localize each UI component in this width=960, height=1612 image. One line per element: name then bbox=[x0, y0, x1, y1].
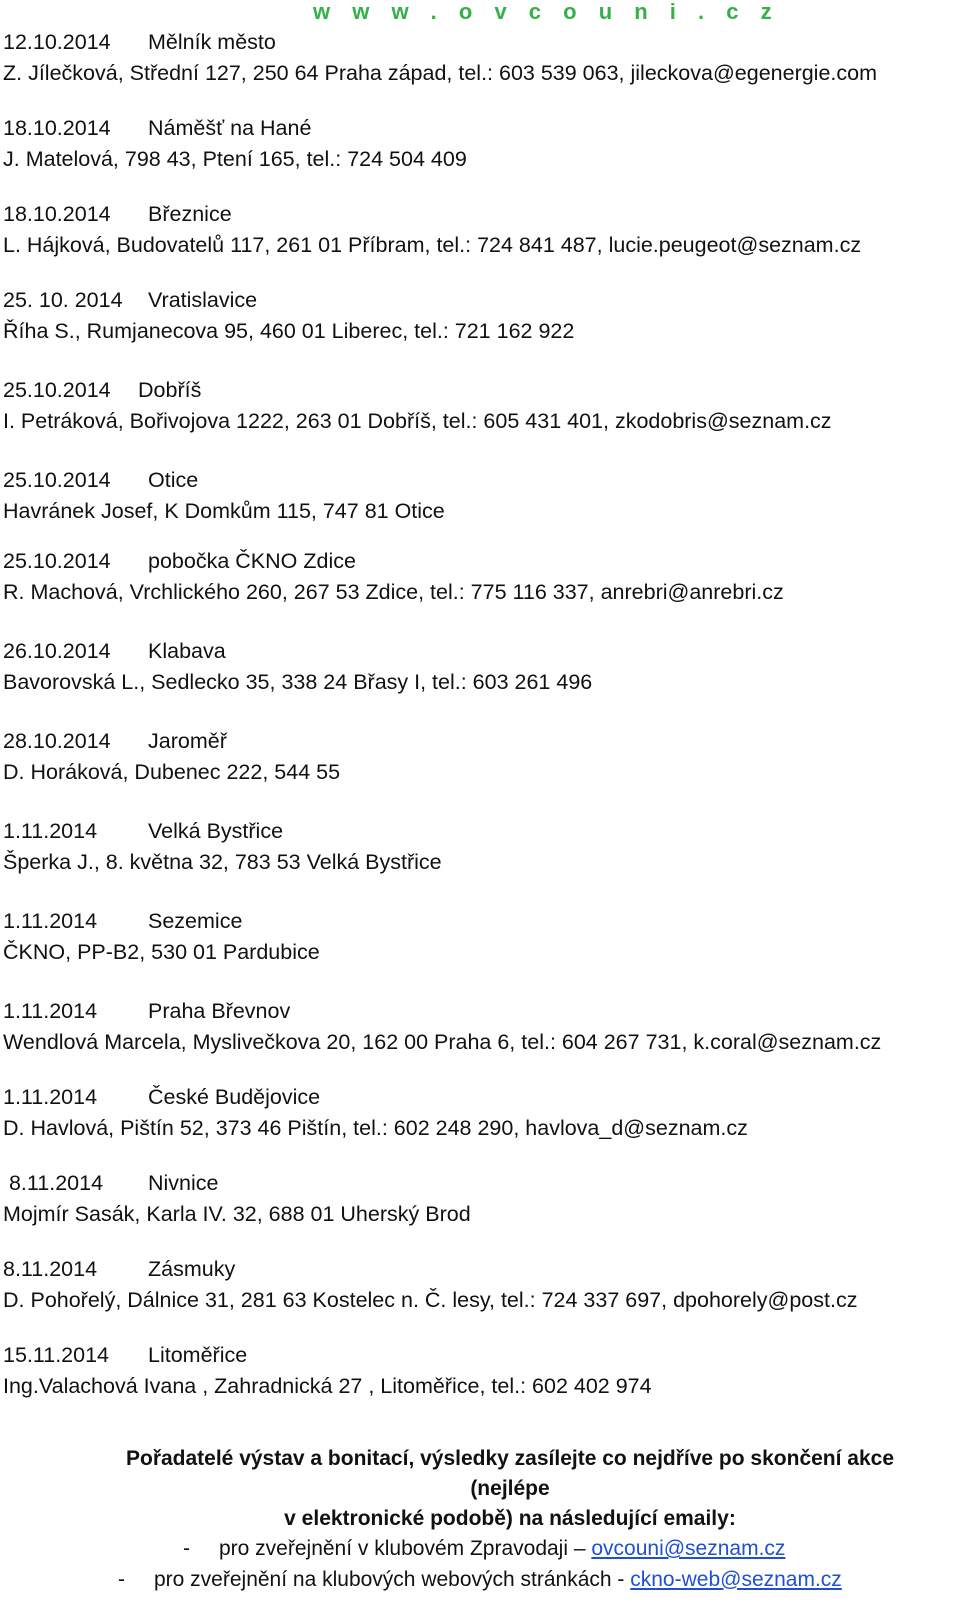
list-item bbox=[3, 285, 953, 347]
list-item bbox=[3, 546, 953, 608]
event-date: 25. 10. 2014 bbox=[3, 288, 123, 312]
event-contact: Bavorovská L., Sedlecko 35, 338 24 Břasy I, tel.: 603 261 496 bbox=[3, 670, 593, 694]
event-place: Jaroměř bbox=[148, 729, 227, 753]
notice-line: v elektronické podobě) na následující emaily: bbox=[284, 1507, 736, 1530]
event-contact: D. Havlová, Pištín 52, 373 46 Pištín, tel.: 602 248 290, havlova_d@seznam.cz bbox=[3, 1116, 748, 1140]
event-place: Nivnice bbox=[148, 1171, 219, 1195]
event-place: Zásmuky bbox=[148, 1257, 236, 1281]
event-contact: Ing.Valachová Ivana , Zahradnická 27 , Litoměřice, tel.: 602 402 974 bbox=[3, 1374, 652, 1398]
event-place: Litoměřice bbox=[148, 1343, 248, 1367]
event-place: Náměšť na Hané bbox=[148, 116, 312, 140]
event-contact: Mojmír Sasák, Karla IV. 32, 688 01 Uherský Brod bbox=[3, 1202, 471, 1226]
event-date: 15.11.2014 bbox=[3, 1343, 110, 1367]
event-place: České Budějovice bbox=[148, 1085, 321, 1109]
bullet-website bbox=[0, 1565, 960, 1596]
event-contact: I. Petráková, Bořivojova 1222, 263 01 Dobříš, tel.: 605 431 401, zkodobris@seznam.cz bbox=[3, 409, 832, 433]
bullet-text: pro zveřejnění na klubových webových stránkách - bbox=[154, 1567, 631, 1591]
event-list bbox=[3, 27, 953, 1402]
list-item bbox=[3, 636, 953, 698]
event-date: 25.10.2014 bbox=[3, 549, 111, 573]
event-date: 18.10.2014 bbox=[3, 202, 111, 226]
list-item bbox=[3, 27, 953, 89]
list-item bbox=[3, 726, 953, 788]
bullet-text: pro zveřejnění v klubovém Zpravodaji – bbox=[219, 1537, 592, 1560]
list-item bbox=[3, 199, 953, 261]
footer bbox=[0, 1444, 960, 1595]
event-date: 8.11.2014 bbox=[3, 1171, 104, 1195]
event-contact: ČKNO, PP-B2, 530 01 Pardubice bbox=[3, 940, 320, 964]
site-header: w w w . o v c o u n i . c z bbox=[313, 0, 780, 24]
event-date: 1.11.2014 bbox=[3, 819, 98, 843]
event-contact: D. Pohořelý, Dálnice 31, 281 63 Kostelec n. Č. lesy, tel.: 724 337 697, dpohorely@post.cz bbox=[3, 1288, 858, 1312]
event-contact: Z. Jílečková, Střední 127, 250 64 Praha západ, tel.: 603 539 063, jileckova@egenergie.com bbox=[3, 61, 878, 85]
list-item bbox=[3, 375, 953, 437]
list-item bbox=[3, 906, 953, 968]
event-place: Praha Břevnov bbox=[148, 999, 291, 1023]
organizer-notice bbox=[40, 1444, 920, 1534]
event-place: Klabava bbox=[148, 639, 226, 663]
event-date: 1.11.2014 bbox=[3, 999, 98, 1023]
event-place: Dobříš bbox=[138, 378, 202, 402]
event-place: pobočka ČKNO Zdice bbox=[148, 549, 356, 573]
event-date: 8.11.2014 bbox=[3, 1257, 98, 1281]
event-date: 12.10.2014 bbox=[3, 30, 111, 54]
event-date: 25.10.2014 bbox=[3, 378, 111, 402]
event-contact: Wendlová Marcela, Myslivečkova 20, 162 00 Praha 6, tel.: 604 267 731, k.coral@seznam.cz bbox=[3, 1030, 882, 1054]
event-contact: L. Hájková, Budovatelů 117, 261 01 Příbram, tel.: 724 841 487, lucie.peugeot@seznam.cz bbox=[3, 233, 862, 257]
list-item bbox=[3, 113, 953, 175]
event-contact: R. Machová, Vrchlického 260, 267 53 Zdice, tel.: 775 116 337, anrebri@anrebri.cz bbox=[3, 580, 784, 604]
list-item bbox=[3, 1168, 953, 1230]
event-date: 1.11.2014 bbox=[3, 1085, 98, 1109]
list-item bbox=[3, 996, 953, 1058]
event-date: 28.10.2014 bbox=[3, 729, 111, 753]
event-place: Sezemice bbox=[148, 909, 243, 933]
email-bullet-list bbox=[0, 1534, 960, 1595]
event-date: 26.10.2014 bbox=[3, 639, 111, 663]
list-item bbox=[3, 1340, 953, 1402]
newsletter-email-link[interactable]: ovcouni@seznam.cz bbox=[591, 1537, 786, 1560]
list-item bbox=[3, 465, 953, 527]
event-place: Mělník město bbox=[148, 30, 276, 54]
event-date: 18.10.2014 bbox=[3, 116, 111, 140]
event-place: Březnice bbox=[148, 202, 232, 226]
event-place: Velká Bystřice bbox=[148, 819, 284, 843]
list-item bbox=[3, 816, 953, 878]
event-place: Vratislavice bbox=[148, 288, 258, 312]
bullet-newsletter bbox=[0, 1534, 960, 1565]
event-date: 1.11.2014 bbox=[3, 909, 98, 933]
bullet-dash: - bbox=[118, 1567, 125, 1591]
event-contact: Říha S., Rumjanecova 95, 460 01 Liberec, tel.: 721 162 922 bbox=[3, 319, 575, 343]
bullet-dash: - bbox=[183, 1537, 190, 1560]
event-date: 25.10.2014 bbox=[3, 468, 111, 492]
list-item bbox=[3, 1254, 953, 1316]
notice-line: Pořadatelé výstav a bonitací, výsledky zasílejte co nejdříve po skončení akce (nejlépe bbox=[125, 1447, 895, 1500]
event-contact: D. Horáková, Dubenec 222, 544 55 bbox=[3, 760, 341, 784]
event-contact: J. Matelová, 798 43, Ptení 165, tel.: 724 504 409 bbox=[3, 147, 467, 171]
event-contact: Havránek Josef, K Domkům 115, 747 81 Otice bbox=[3, 499, 445, 523]
website-email-link[interactable]: ckno-web@seznam.cz bbox=[630, 1567, 842, 1591]
list-item bbox=[3, 1082, 953, 1144]
event-contact: Šperka J., 8. května 32, 783 53 Velká Bystřice bbox=[3, 850, 442, 874]
event-place: Otice bbox=[148, 468, 199, 492]
